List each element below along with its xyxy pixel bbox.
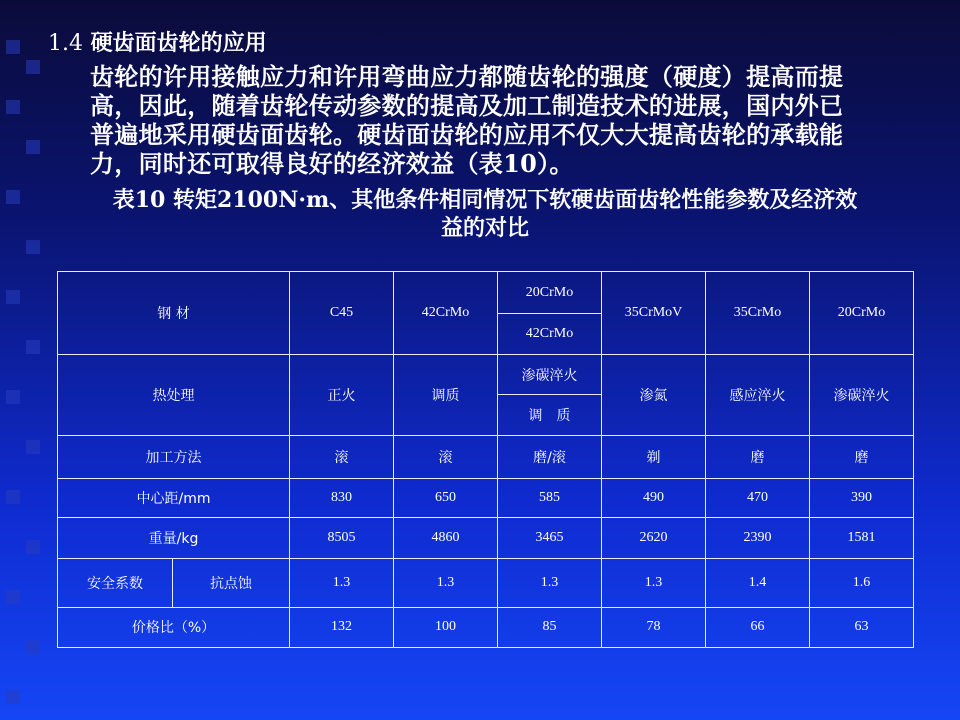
- section-title: 硬齿面齿轮的应用: [90, 30, 267, 56]
- table-cell: 2620: [602, 517, 706, 558]
- paragraph-line: 普遍地采用硬齿面齿轮。硬齿面齿轮的应用不仅大大提高齿轮的承载能: [90, 120, 844, 149]
- table-cell: 渗碳淬火: [810, 355, 914, 436]
- table-caption-line: 表10 转矩2100N·m、其他条件相同情况下软硬齿面齿轮性能参数及经济效: [112, 187, 858, 213]
- table-cell: 390: [810, 478, 914, 517]
- table-cell: 磨: [810, 436, 914, 478]
- row-subheader-pitting: 抗点蚀: [173, 558, 290, 607]
- table-caption: [40, 186, 930, 242]
- section-heading: [48, 28, 267, 59]
- table-cell: 1.3: [498, 558, 602, 607]
- row-header-heat: 热处理: [58, 355, 290, 436]
- table-row: [58, 355, 914, 395]
- body-paragraph: [90, 62, 932, 178]
- table-cell: 1.3: [602, 558, 706, 607]
- row-header-machining: 加工方法: [58, 436, 290, 478]
- table-cell: 渗氮: [602, 355, 706, 436]
- table-cell: 正火: [290, 355, 394, 436]
- table-cell: 调质: [394, 355, 498, 436]
- table-cell: 渗碳淬火: [498, 355, 602, 395]
- table-cell: 20CrMo: [498, 272, 602, 314]
- paragraph-line: 齿轮的许用接触应力和许用弯曲应力都随齿轮的强度（硬度）提高而提: [90, 62, 844, 91]
- table-cell: 滚: [394, 436, 498, 478]
- table-cell: 470: [706, 478, 810, 517]
- table-cell: 剃: [602, 436, 706, 478]
- table-row: [58, 478, 914, 517]
- table-cell: 1.6: [810, 558, 914, 607]
- table-cell: 85: [498, 607, 602, 647]
- table-row: [58, 272, 914, 314]
- table-cell: 3465: [498, 517, 602, 558]
- section-number: 1.4: [48, 31, 83, 56]
- table-cell: 滚: [290, 436, 394, 478]
- comparison-table: [57, 271, 914, 648]
- table-cell: 100: [394, 607, 498, 647]
- table-cell: 585: [498, 478, 602, 517]
- table-cell: 1.3: [290, 558, 394, 607]
- table-cell: 650: [394, 478, 498, 517]
- table-cell: 78: [602, 607, 706, 647]
- table-row: [58, 436, 914, 478]
- table-cell: 8505: [290, 517, 394, 558]
- table-cell: 4860: [394, 517, 498, 558]
- row-header-steel: 钢 材: [58, 272, 290, 355]
- table-cell: 42CrMo: [394, 272, 498, 355]
- table-row: [58, 607, 914, 647]
- row-header-center-distance: 中心距/mm: [58, 478, 290, 517]
- table-cell: 66: [706, 607, 810, 647]
- table-cell: 20CrMo: [810, 272, 914, 355]
- table-cell: C45: [290, 272, 394, 355]
- table-caption-line: 益的对比: [440, 215, 529, 241]
- table-row: [58, 517, 914, 558]
- table-cell: 感应淬火: [706, 355, 810, 436]
- table-row: [58, 558, 914, 607]
- table-cell: 2390: [706, 517, 810, 558]
- table-cell: 磨: [706, 436, 810, 478]
- row-header-weight: 重量/kg: [58, 517, 290, 558]
- row-header-safety: 安全系数: [58, 558, 173, 607]
- table-cell: 1.4: [706, 558, 810, 607]
- table-cell: 调 质: [498, 395, 602, 436]
- paragraph-line: 力，同时还可取得良好的经济效益（表10）。: [90, 149, 574, 178]
- table-cell: 磨/滚: [498, 436, 602, 478]
- table-cell: 42CrMo: [498, 314, 602, 355]
- table-cell: 830: [290, 478, 394, 517]
- paragraph-line: 高，因此，随着齿轮传动参数的提高及加工制造技术的进展，国内外已: [90, 91, 844, 120]
- table-cell: 1581: [810, 517, 914, 558]
- row-header-price: 价格比（%）: [58, 607, 290, 647]
- table-cell: 35CrMo: [706, 272, 810, 355]
- table-cell: 63: [810, 607, 914, 647]
- table-cell: 490: [602, 478, 706, 517]
- decorative-squares: [0, 0, 60, 720]
- table-cell: 35CrMoV: [602, 272, 706, 355]
- table-cell: 1.3: [394, 558, 498, 607]
- table-cell: 132: [290, 607, 394, 647]
